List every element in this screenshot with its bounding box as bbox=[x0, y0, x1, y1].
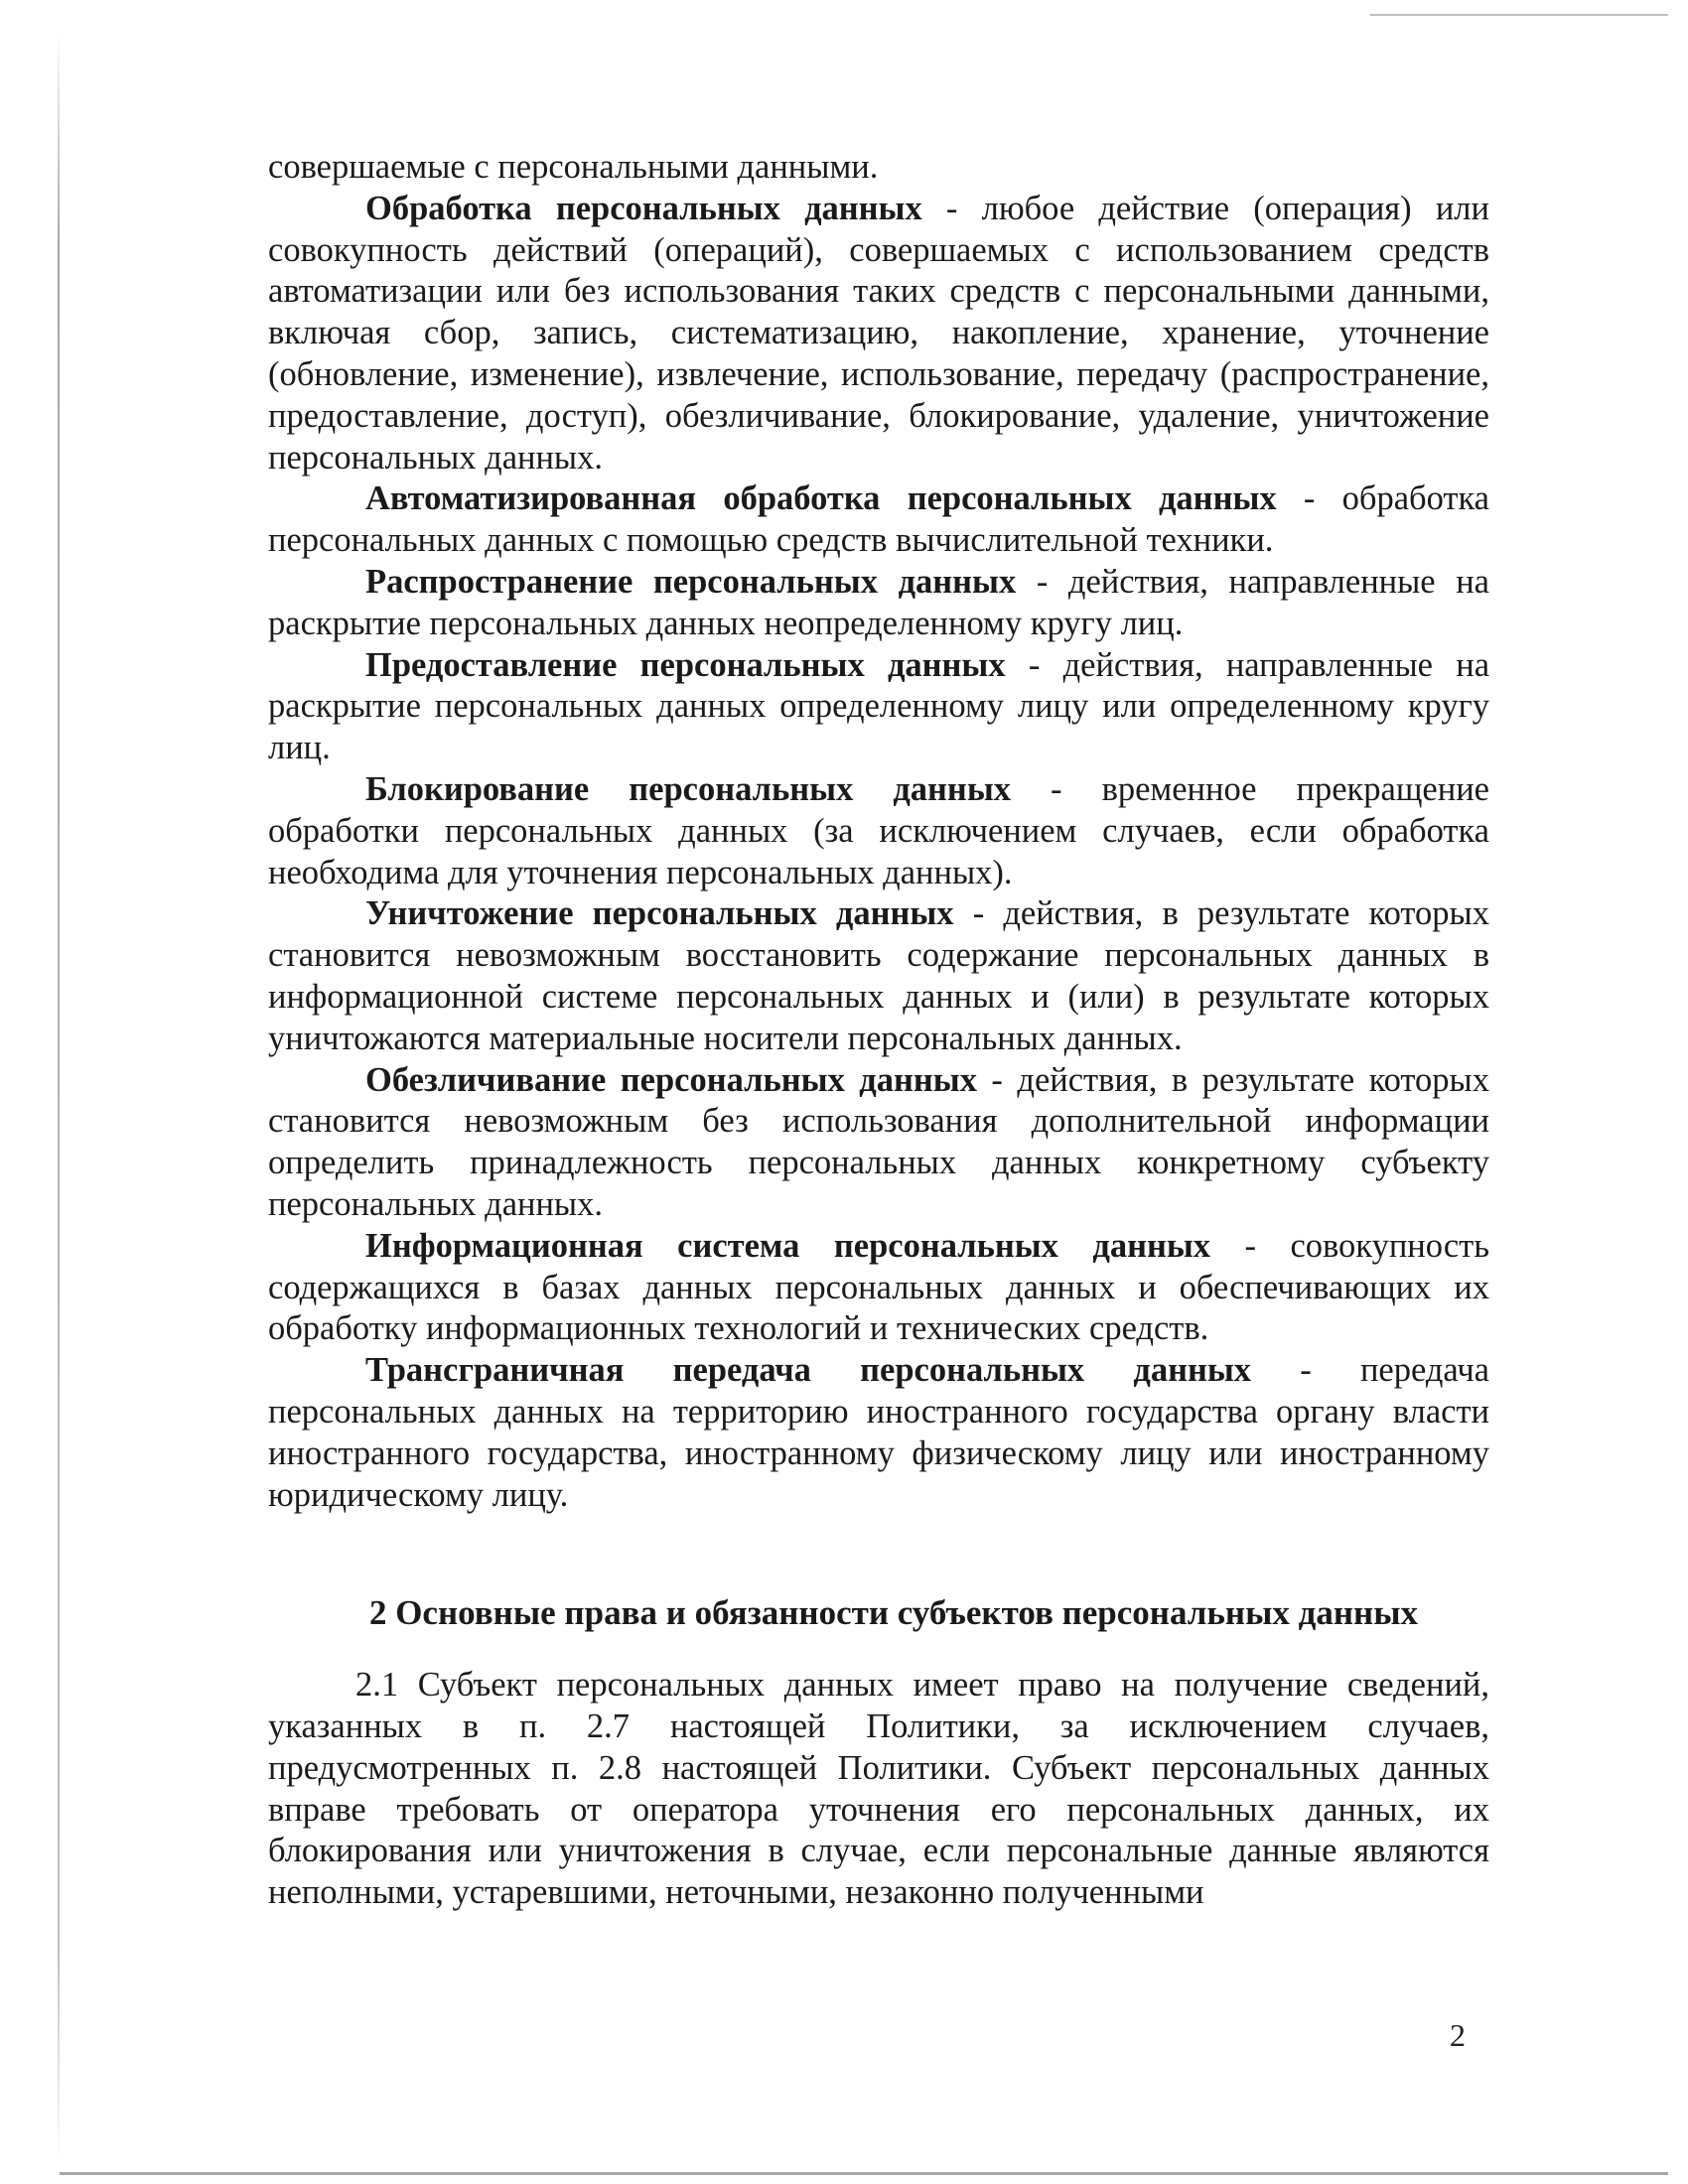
definition-term: Блокирование персональных данных bbox=[365, 769, 1011, 808]
definition-term: Информационная система персональных данных bbox=[365, 1226, 1211, 1265]
section-heading: 2 Основные права и обязанности субъектов персональных данных bbox=[368, 1593, 1419, 1633]
definition-information-system bbox=[268, 1226, 1489, 1350]
definition-text: - действия, в результате которых становится невозможным без использования дополнительной информации определить принадлежность персональных данных конкретному субъекту персональных данных. bbox=[268, 1060, 1489, 1223]
definition-term: Предоставление персональных данных bbox=[365, 645, 1006, 684]
definition-blocking bbox=[268, 769, 1489, 893]
definition-automated-processing bbox=[268, 478, 1489, 562]
page-number: 2 bbox=[1450, 2017, 1466, 2053]
definition-term: Обезличивание персональных данных bbox=[365, 1060, 977, 1099]
definition-text: - действия, в результате которых становится невозможным восстановить содержание персональных данных в информационной системе персональных данных и (или) в результате которых уничтожаются материальные носители персональных данных. bbox=[268, 894, 1489, 1057]
intro-line: совершаемые с персональными данными. bbox=[268, 148, 879, 186]
scan-edge-left bbox=[58, 30, 60, 2164]
definition-term: Уничтожение персональных данных bbox=[365, 894, 954, 933]
definition-text: - обработка персональных данных с помощью средств вычислительной техники. bbox=[268, 479, 1489, 560]
document-body bbox=[268, 147, 1489, 1914]
definition-term: Автоматизированная обработка персональных данных bbox=[365, 479, 1277, 518]
definition-term: Распространение персональных данных bbox=[365, 562, 1017, 601]
definition-text: - совокупность содержащихся в базах данных персональных данных и обеспечивающих их обработку информационных технологий и технических средств. bbox=[268, 1226, 1489, 1348]
definition-cross-border-transfer bbox=[268, 1350, 1489, 1516]
definition-dissemination bbox=[268, 562, 1489, 645]
definition-text: - временное прекращение обработки персональных данных (за исключением случаев, если обработка необходима для уточнения персональных данных). bbox=[268, 769, 1489, 891]
clause-2-1: 2.1 Субъект персональных данных имеет право на получение сведений, указанных в п. 2.7 настоящей Политики, за исключением случаев, предусмотренных п. 2.8 настоящей Политики. Субъект персональных данных вправе требовать от оператора уточнения его персональных данных, их блокирования или уничтожения в случае, если персональные данные являются неполными, устаревшими, неточными, незаконно полученными bbox=[268, 1666, 1489, 1912]
definition-term: Трансграничная передача персональных данных bbox=[365, 1351, 1252, 1390]
definition-text: - любое действие (операция) или совокупность действий (операций), совершаемых с использованием средств автоматизации или без использования таких средств с персональными данными, включая сбор, запись, систематизацию, накопление, хранение, уточнение (обновление, изменение), извлечение, использование, передачу (распространение, предоставление, доступ), обезличивание, блокирование, удаление, уничтожение персональных данных. bbox=[268, 189, 1489, 477]
definition-depersonalization bbox=[268, 1060, 1489, 1226]
definition-text: - действия, направленные на раскрытие персональных данных определенному лицу или определенному кругу лиц. bbox=[268, 645, 1490, 767]
definition-destruction bbox=[268, 893, 1489, 1059]
scan-edge-top bbox=[1370, 14, 1668, 16]
definition-text: - передача персональных данных на территорию иностранного государства органу власти иностранного государства, иностранному физическому лицу или иностранному юридическому лицу. bbox=[268, 1351, 1489, 1514]
scan-edge-bottom bbox=[60, 2172, 1668, 2175]
definition-provision bbox=[268, 645, 1489, 769]
definition-processing bbox=[268, 189, 1489, 479]
definition-term: Обработка персональных данных bbox=[365, 189, 922, 227]
definition-text: - действия, направленные на раскрытие персональных данных неопределенному кругу лиц. bbox=[268, 562, 1489, 642]
